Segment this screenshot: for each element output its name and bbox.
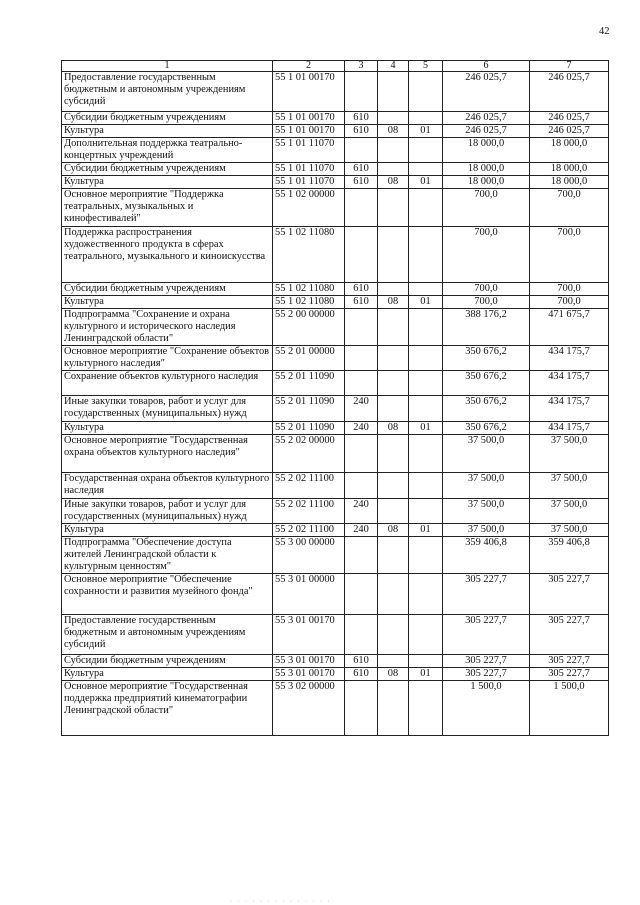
- row-col3: 610: [345, 283, 378, 296]
- row-value-col7: 359 406,8: [530, 537, 609, 574]
- row-col4: [378, 346, 409, 371]
- row-col4: [378, 138, 409, 163]
- row-value-col6: 388 176,2: [443, 309, 530, 346]
- row-value-col6: 37 500,0: [443, 473, 530, 499]
- row-name: Государственная охрана объектов культурного наследия: [62, 473, 273, 499]
- budget-table: [61, 60, 609, 736]
- row-value-col7: 700,0: [530, 283, 609, 296]
- table-row: [62, 112, 609, 125]
- table-row: [62, 574, 609, 615]
- row-col3: 610: [345, 668, 378, 681]
- row-value-col7: 18 000,0: [530, 176, 609, 189]
- row-col3: 240: [345, 524, 378, 537]
- row-name: Подпрограмма "Обеспечение доступа жителей Ленинградской области к культурным ценностям": [62, 537, 273, 574]
- row-value-col6: 37 500,0: [443, 435, 530, 473]
- row-value-col7: 18 000,0: [530, 138, 609, 163]
- row-value-col7: 1 500,0: [530, 681, 609, 736]
- row-value-col6: 18 000,0: [443, 176, 530, 189]
- row-col4: [378, 163, 409, 176]
- row-value-col6: 350 676,2: [443, 371, 530, 396]
- row-value-col6: 700,0: [443, 296, 530, 309]
- row-code: 55 3 01 00170: [273, 668, 345, 681]
- row-code: 55 1 02 11080: [273, 227, 345, 283]
- row-col4: [378, 227, 409, 283]
- row-name: Культура: [62, 524, 273, 537]
- table-row: [62, 537, 609, 574]
- row-value-col7: 434 175,7: [530, 396, 609, 422]
- row-col5: 01: [409, 524, 443, 537]
- row-col3: [345, 189, 378, 227]
- row-value-col7: 434 175,7: [530, 371, 609, 396]
- row-col4: [378, 574, 409, 615]
- table-row: [62, 227, 609, 283]
- row-value-col6: 700,0: [443, 189, 530, 227]
- row-name: Основное мероприятие "Поддержка театральных, музыкальных и кинофестивалей": [62, 189, 273, 227]
- row-name: Основное мероприятие "Государственная поддержка предприятий кинематографии Ленинградской области": [62, 681, 273, 736]
- row-col4: 08: [378, 176, 409, 189]
- row-name: Культура: [62, 422, 273, 435]
- row-value-col7: 471 675,7: [530, 309, 609, 346]
- table-body: [62, 72, 609, 736]
- table-header-row: [62, 61, 609, 72]
- row-col3: [345, 537, 378, 574]
- row-col3: [345, 227, 378, 283]
- column-header: 2: [273, 61, 345, 72]
- row-code: 55 1 01 00170: [273, 72, 345, 112]
- row-name: Поддержка распространения художественного продукта в сферах театрального, музыкального и киноискусства: [62, 227, 273, 283]
- row-col5: 01: [409, 296, 443, 309]
- row-code: 55 2 02 00000: [273, 435, 345, 473]
- row-name: Подпрограмма "Сохранение и охрана культурного и исторического наследия Ленинградской области": [62, 309, 273, 346]
- row-col5: [409, 189, 443, 227]
- row-name: Иные закупки товаров, работ и услуг для государственных (муниципальных) нужд: [62, 499, 273, 524]
- row-value-col6: 359 406,8: [443, 537, 530, 574]
- row-col3: 610: [345, 655, 378, 668]
- row-name: Субсидии бюджетным учреждениям: [62, 163, 273, 176]
- table-row: [62, 163, 609, 176]
- row-col3: 610: [345, 296, 378, 309]
- row-value-col7: 434 175,7: [530, 422, 609, 435]
- row-name: Иные закупки товаров, работ и услуг для государственных (муниципальных) нужд: [62, 396, 273, 422]
- row-col5: 01: [409, 668, 443, 681]
- row-value-col7: 305 227,7: [530, 655, 609, 668]
- scan-artifact: · · · · · · · · · · · · · ·: [230, 899, 332, 905]
- row-col4: 08: [378, 524, 409, 537]
- table-row: [62, 176, 609, 189]
- row-col4: [378, 371, 409, 396]
- row-col4: [378, 396, 409, 422]
- row-col3: [345, 681, 378, 736]
- column-header: 5: [409, 61, 443, 72]
- row-name: Субсидии бюджетным учреждениям: [62, 655, 273, 668]
- row-name: Сохранение объектов культурного наследия: [62, 371, 273, 396]
- row-col4: [378, 681, 409, 736]
- row-col3: 610: [345, 112, 378, 125]
- row-code: 55 1 01 00170: [273, 112, 345, 125]
- row-code: 55 1 02 11080: [273, 283, 345, 296]
- row-value-col7: 37 500,0: [530, 435, 609, 473]
- row-code: 55 1 01 11070: [273, 176, 345, 189]
- column-header: 3: [345, 61, 378, 72]
- row-col5: [409, 615, 443, 655]
- row-col5: [409, 346, 443, 371]
- row-name: Субсидии бюджетным учреждениям: [62, 283, 273, 296]
- row-col4: 08: [378, 422, 409, 435]
- row-value-col6: 18 000,0: [443, 138, 530, 163]
- row-col5: [409, 499, 443, 524]
- table-row: [62, 435, 609, 473]
- row-code: 55 2 01 11090: [273, 371, 345, 396]
- row-col3: 240: [345, 499, 378, 524]
- table-row: [62, 72, 609, 112]
- column-header: 7: [530, 61, 609, 72]
- table-row: [62, 309, 609, 346]
- row-value-col7: 305 227,7: [530, 574, 609, 615]
- row-col4: [378, 655, 409, 668]
- row-name: Культура: [62, 296, 273, 309]
- row-name: Основное мероприятие "Государственная охрана объектов культурного наследия": [62, 435, 273, 473]
- row-value-col6: 37 500,0: [443, 524, 530, 537]
- row-name: Основное мероприятие "Сохранение объектов культурного наследия": [62, 346, 273, 371]
- row-value-col7: 700,0: [530, 189, 609, 227]
- table-row: [62, 371, 609, 396]
- row-col3: [345, 72, 378, 112]
- row-col4: [378, 112, 409, 125]
- row-col4: [378, 537, 409, 574]
- row-code: 55 3 00 00000: [273, 537, 345, 574]
- table-row: [62, 655, 609, 668]
- row-value-col6: 246 025,7: [443, 72, 530, 112]
- row-value-col7: 434 175,7: [530, 346, 609, 371]
- row-value-col6: 700,0: [443, 283, 530, 296]
- row-col4: [378, 72, 409, 112]
- column-header: 6: [443, 61, 530, 72]
- row-value-col7: 37 500,0: [530, 524, 609, 537]
- table-row: [62, 346, 609, 371]
- row-col3: [345, 435, 378, 473]
- row-col3: 610: [345, 125, 378, 138]
- row-value-col6: 350 676,2: [443, 346, 530, 371]
- row-value-col7: 37 500,0: [530, 499, 609, 524]
- row-name: Субсидии бюджетным учреждениям: [62, 112, 273, 125]
- row-value-col6: 305 227,7: [443, 668, 530, 681]
- row-col4: [378, 499, 409, 524]
- row-col3: 610: [345, 163, 378, 176]
- table-row: [62, 499, 609, 524]
- row-col4: 08: [378, 125, 409, 138]
- table-row: [62, 615, 609, 655]
- row-value-col6: 246 025,7: [443, 112, 530, 125]
- row-value-col6: 350 676,2: [443, 396, 530, 422]
- row-value-col6: 305 227,7: [443, 574, 530, 615]
- row-value-col6: 305 227,7: [443, 655, 530, 668]
- row-col5: [409, 681, 443, 736]
- row-col5: [409, 138, 443, 163]
- row-col3: [345, 615, 378, 655]
- row-code: 55 2 02 11100: [273, 499, 345, 524]
- column-header: 4: [378, 61, 409, 72]
- table-row: [62, 524, 609, 537]
- row-name: Культура: [62, 668, 273, 681]
- row-name: Культура: [62, 176, 273, 189]
- row-col4: [378, 473, 409, 499]
- row-value-col7: 18 000,0: [530, 163, 609, 176]
- row-value-col6: 305 227,7: [443, 615, 530, 655]
- table-row: [62, 396, 609, 422]
- row-col4: [378, 189, 409, 227]
- table-row: [62, 473, 609, 499]
- row-code: 55 2 00 00000: [273, 309, 345, 346]
- row-col5: [409, 435, 443, 473]
- row-col3: [345, 574, 378, 615]
- row-col3: 610: [345, 176, 378, 189]
- row-value-col6: 37 500,0: [443, 499, 530, 524]
- table-row: [62, 283, 609, 296]
- row-col4: 08: [378, 296, 409, 309]
- row-value-col7: 37 500,0: [530, 473, 609, 499]
- row-value-col6: 18 000,0: [443, 163, 530, 176]
- row-value-col7: 700,0: [530, 227, 609, 283]
- row-code: 55 3 01 00170: [273, 655, 345, 668]
- row-code: 55 1 01 11070: [273, 163, 345, 176]
- row-col3: [345, 371, 378, 396]
- row-name: Дополнительная поддержка театрально-концертных учреждений: [62, 138, 273, 163]
- table-row: [62, 296, 609, 309]
- row-col5: [409, 72, 443, 112]
- row-col4: 08: [378, 668, 409, 681]
- row-col3: [345, 138, 378, 163]
- column-header: 1: [62, 61, 273, 72]
- table-row: [62, 138, 609, 163]
- row-col4: [378, 283, 409, 296]
- row-name: Культура: [62, 125, 273, 138]
- row-name: Предоставление государственным бюджетным и автономным учреждениям субсидий: [62, 72, 273, 112]
- row-name: Предоставление государственным бюджетным и автономным учреждениям субсидий: [62, 615, 273, 655]
- row-col5: [409, 473, 443, 499]
- row-code: 55 3 01 00000: [273, 574, 345, 615]
- row-col5: [409, 163, 443, 176]
- row-code: 55 2 02 11100: [273, 524, 345, 537]
- row-col5: [409, 371, 443, 396]
- row-col4: [378, 309, 409, 346]
- row-code: 55 2 01 11090: [273, 396, 345, 422]
- row-col5: [409, 283, 443, 296]
- row-code: 55 1 02 11080: [273, 296, 345, 309]
- row-col4: [378, 615, 409, 655]
- row-value-col7: 246 025,7: [530, 112, 609, 125]
- row-code: 55 2 02 11100: [273, 473, 345, 499]
- row-col5: 01: [409, 422, 443, 435]
- row-col3: 240: [345, 396, 378, 422]
- row-col5: [409, 309, 443, 346]
- row-value-col6: 246 025,7: [443, 125, 530, 138]
- row-value-col7: 305 227,7: [530, 615, 609, 655]
- table-row: [62, 125, 609, 138]
- row-col5: [409, 227, 443, 283]
- row-name: Основное мероприятие "Обеспечение сохранности и развития музейного фонда": [62, 574, 273, 615]
- row-code: 55 2 01 11090: [273, 422, 345, 435]
- page-number: 42: [599, 26, 610, 37]
- table-row: [62, 668, 609, 681]
- table-row: [62, 422, 609, 435]
- row-code: 55 3 01 00170: [273, 615, 345, 655]
- row-col5: [409, 112, 443, 125]
- row-col5: [409, 574, 443, 615]
- row-code: 55 2 01 00000: [273, 346, 345, 371]
- row-col5: [409, 537, 443, 574]
- row-col3: [345, 473, 378, 499]
- row-col4: [378, 435, 409, 473]
- row-col5: [409, 396, 443, 422]
- row-value-col7: 305 227,7: [530, 668, 609, 681]
- row-col5: 01: [409, 125, 443, 138]
- row-value-col7: 246 025,7: [530, 125, 609, 138]
- row-value-col6: 1 500,0: [443, 681, 530, 736]
- row-col5: 01: [409, 176, 443, 189]
- row-code: 55 1 01 00170: [273, 125, 345, 138]
- row-value-col6: 700,0: [443, 227, 530, 283]
- row-value-col6: 350 676,2: [443, 422, 530, 435]
- row-col3: 240: [345, 422, 378, 435]
- row-col3: [345, 309, 378, 346]
- row-col3: [345, 346, 378, 371]
- row-value-col7: 246 025,7: [530, 72, 609, 112]
- table-row: [62, 189, 609, 227]
- row-code: 55 1 01 11070: [273, 138, 345, 163]
- table-row: [62, 681, 609, 736]
- row-value-col7: 700,0: [530, 296, 609, 309]
- row-col5: [409, 655, 443, 668]
- row-code: 55 3 02 00000: [273, 681, 345, 736]
- row-code: 55 1 02 00000: [273, 189, 345, 227]
